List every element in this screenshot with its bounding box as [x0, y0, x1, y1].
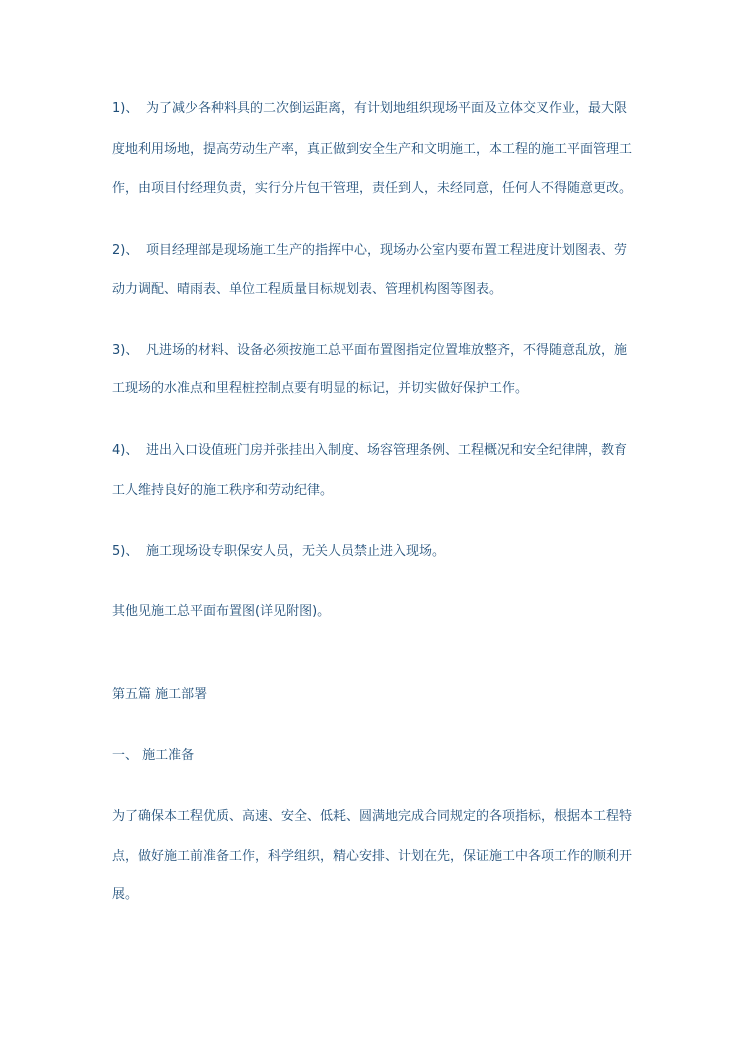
section-title: 一、 施工准备	[112, 748, 195, 763]
item-5-number: 5)、	[112, 544, 139, 559]
intro-line-1: 为了确保本工程优质、高速、安全、低耗、圆满地完成合同规定的各项指标，根据本工程特	[112, 809, 633, 824]
item-1-number: 1)、	[112, 101, 139, 116]
item-2-line-1	[112, 242, 642, 260]
intro-line-3: 展。	[112, 887, 139, 902]
intro-line-2: 点，做好施工前准备工作，科学组织，精心安排、计划在先，保证施工中各项工作的顺利开	[112, 849, 633, 864]
item-4-number: 4)、	[112, 443, 139, 458]
item-4-line-2: 工人维持良好的施工秩序和劳动纪律。	[112, 483, 334, 498]
item-1-line-3: 作，由项目付经理负责，实行分片包干管理，责任到人，未经同意，任何人不得随意更改。	[112, 181, 633, 196]
item-3-line-1	[112, 342, 642, 360]
item-4-text-1: 进出入口设值班门房并张挂出入制度、场容管理条例、工程概况和安全纪律牌，教育	[146, 443, 628, 458]
item-5-line-1	[112, 543, 642, 561]
item-1-line-2: 度地利用场地，提高劳动生产率，真正做到安全生产和文明施工，本工程的施工平面管理工	[112, 142, 633, 157]
note-text: 其他见施工总平面布置图(详见附图)。	[112, 604, 331, 619]
item-2-number: 2)、	[112, 243, 139, 258]
item-3-line-2: 工现场的水准点和里程桩控制点要有明显的标记，并切实做好保护工作。	[112, 381, 529, 396]
item-3-number: 3)、	[112, 343, 139, 358]
item-2-text-1: 项目经理部是现场施工生产的指挥中心，现场办公室内要布置工程进度计划图表、劳	[146, 243, 628, 258]
item-5-text-1: 施工现场设专职保安人员，无关人员禁止进入现场。	[146, 544, 446, 559]
item-2-line-2: 动力调配、晴雨表、单位工程质量目标规划表、管理机构图等图表。	[112, 282, 503, 297]
chapter-title: 第五篇 施工部署	[112, 687, 208, 702]
item-3-text-1: 凡进场的材料、设备必须按施工总平面布置图指定位置堆放整齐，不得随意乱放，施	[146, 343, 628, 358]
item-1-text-1: 为了减少各种料具的二次倒运距离，有计划地组织现场平面及立体交叉作业，最大限	[146, 101, 628, 116]
item-1-line-1	[112, 100, 642, 118]
item-4-line-1	[112, 442, 642, 460]
